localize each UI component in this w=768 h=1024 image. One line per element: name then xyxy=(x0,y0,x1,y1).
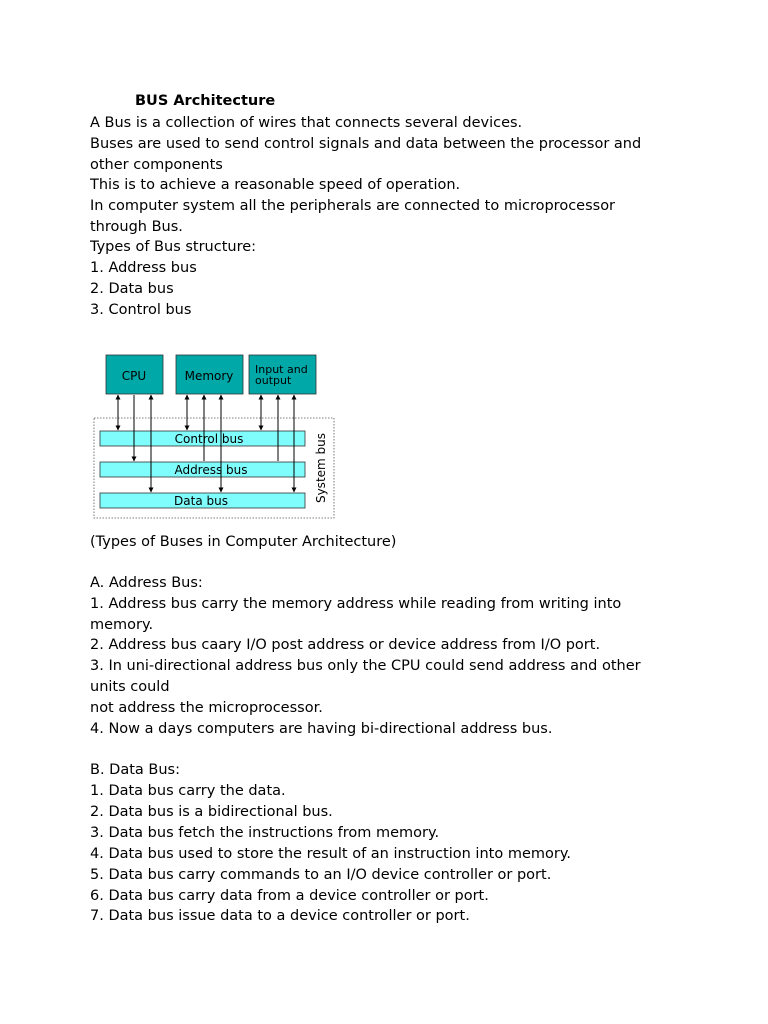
list-item: 4. Now a days computers are having bi-directional address bus. xyxy=(90,721,553,737)
address-bus xyxy=(100,462,305,477)
list-item: 3. Control bus xyxy=(90,302,192,318)
control-bus-label: Control bus xyxy=(174,432,244,446)
list-item: units could xyxy=(90,679,170,695)
intro-line: Types of Bus structure: xyxy=(90,239,257,255)
list-item: 2. Data bus xyxy=(90,281,174,297)
control-bus xyxy=(100,431,305,446)
memory-label: Memory xyxy=(184,369,234,383)
intro-line: A Bus is a collection of wires that connects several devices. xyxy=(90,115,523,131)
intro-line: In computer system all the peripherals are connected to microprocessor xyxy=(90,198,616,214)
list-item: not address the microprocessor. xyxy=(90,700,323,716)
list-item: 1. Address bus carry the memory address while reading from writing into xyxy=(90,596,622,612)
section-heading: A. Address Bus: xyxy=(90,575,203,591)
data-bus-label: Data bus xyxy=(174,494,228,508)
io-box xyxy=(249,355,316,394)
list-item: 2. Data bus is a bidirectional bus. xyxy=(90,804,333,820)
cpu-label: CPU xyxy=(121,369,147,383)
intro-line: Buses are used to send control signals and data between the processor and xyxy=(90,136,642,152)
list-item: 2. Address bus caary I/O post address or device address from I/O port. xyxy=(90,637,601,653)
list-item: 3. Data bus fetch the instructions from memory. xyxy=(90,825,440,841)
figure-caption: (Types of Buses in Computer Architecture) xyxy=(90,534,397,550)
list-item: 4. Data bus used to store the result of an instruction into memory. xyxy=(90,846,571,862)
intro-line: other components xyxy=(90,157,223,173)
list-item: 7. Data bus issue data to a device controller or port. xyxy=(90,908,470,924)
list-item: 5. Data bus carry commands to an I/O device controller or port. xyxy=(90,867,552,883)
list-item: 3. In uni-directional address bus only the CPU could send address and other xyxy=(90,658,641,674)
system-bus-label: System bus xyxy=(314,432,328,504)
cpu-box xyxy=(106,355,163,394)
list-item: 1. Address bus xyxy=(90,260,197,276)
list-item: memory. xyxy=(90,617,154,633)
data-bus xyxy=(100,493,305,508)
section-heading: B. Data Bus: xyxy=(90,762,180,778)
page-title: BUS Architecture xyxy=(135,93,276,109)
list-item: 1. Data bus carry the data. xyxy=(90,783,286,799)
memory-box xyxy=(176,355,243,394)
address-bus-label: Address bus xyxy=(174,463,248,477)
list-item: 6. Data bus carry data from a device controller or port. xyxy=(90,888,489,904)
bus-architecture-diagram xyxy=(92,350,338,522)
intro-line: through Bus. xyxy=(90,219,183,235)
intro-line: This is to achieve a reasonable speed of operation. xyxy=(90,177,461,193)
io-label-line1: Input and xyxy=(255,363,308,376)
io-label-line2: output xyxy=(255,374,292,387)
